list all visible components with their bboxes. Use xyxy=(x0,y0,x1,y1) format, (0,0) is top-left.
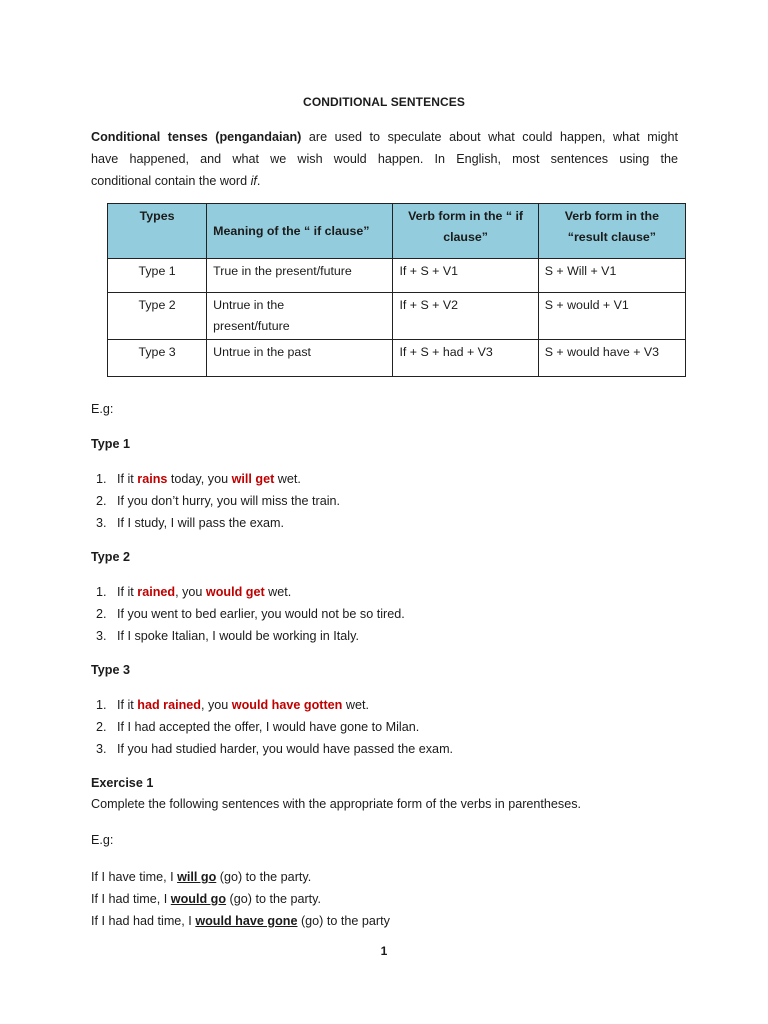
example-answer: would have gone xyxy=(195,914,298,928)
row-result-form: S + would + V1 xyxy=(538,293,685,340)
type3-heading: Type 3 xyxy=(91,663,130,677)
header-verb-result xyxy=(538,204,685,259)
exercise-examples xyxy=(91,866,390,932)
row-meaning-line-1: Untrue in the xyxy=(213,298,285,312)
row-type: Type 2 xyxy=(108,293,207,340)
intro-italic-if: if xyxy=(250,174,257,188)
row-meaning: Untrue in the past xyxy=(207,340,393,377)
type2-heading: Type 2 xyxy=(91,550,130,564)
row-result-form: S + would have + V3 xyxy=(538,340,685,377)
eg-label: E.g: xyxy=(91,402,114,416)
table-row xyxy=(108,259,686,293)
example-text: If I had had time, I xyxy=(91,914,196,928)
list-text: If you had studied harder, you would have passed the exam. xyxy=(117,742,454,756)
row-if-form: If + S + V1 xyxy=(393,259,538,293)
list-text: If I study, I will pass the exam. xyxy=(117,516,285,530)
list-text: If I had accepted the offer, I would have gone to Milan. xyxy=(117,720,420,734)
list-item xyxy=(96,581,405,603)
type2-list xyxy=(96,581,405,647)
example-line xyxy=(91,866,390,888)
list-item xyxy=(96,716,453,738)
highlight-verb: would have gotten xyxy=(231,698,343,712)
header-verb-result-line-1: Verb form in the xyxy=(564,209,660,223)
list-text: If I spoke Italian, I would be working in Italy. xyxy=(117,629,359,643)
list-number: 3. xyxy=(96,629,107,643)
header-types-text: Types xyxy=(139,209,175,223)
row-if-form: If + S + V2 xyxy=(393,293,538,340)
exercise-eg-label: E.g: xyxy=(91,833,114,847)
list-item xyxy=(96,625,405,647)
list-item xyxy=(96,468,340,490)
list-item xyxy=(96,512,340,534)
list-number: 2. xyxy=(96,720,107,734)
highlight-verb: would get xyxy=(205,585,265,599)
intro-line-3-post: . xyxy=(256,174,261,188)
list-item xyxy=(96,738,453,760)
header-verb-if-line-1: Verb form in the “ if xyxy=(408,209,524,223)
example-answer: will go xyxy=(177,870,217,884)
list-number: 1. xyxy=(96,698,107,712)
list-number: 1. xyxy=(96,472,107,486)
table-header-row xyxy=(108,204,686,259)
table-row xyxy=(108,340,686,377)
list-number: 2. xyxy=(96,607,107,621)
example-text: (go) to the party. xyxy=(226,892,322,906)
highlight-verb: rained xyxy=(137,585,176,599)
list-text: If it xyxy=(117,698,138,712)
list-text: If it xyxy=(117,585,138,599)
conditional-table xyxy=(107,203,686,377)
intro-line-3 xyxy=(91,170,678,192)
list-text: If you went to bed earlier, you would not be so tired. xyxy=(117,607,405,621)
row-meaning-line-2: present/future xyxy=(213,319,290,333)
intro-line-1 xyxy=(91,126,678,148)
example-text: (go) to the party xyxy=(297,914,390,928)
page-title: CONDITIONAL SENTENCES xyxy=(303,95,465,109)
type1-list xyxy=(96,468,340,534)
example-line xyxy=(91,888,390,910)
row-type: Type 3 xyxy=(108,340,207,377)
highlight-verb: had rained xyxy=(137,698,201,712)
header-meaning xyxy=(207,204,393,259)
row-if-form: If + S + had + V3 xyxy=(393,340,538,377)
exercise-instruction: Complete the following sentences with the appropriate form of the verbs in parentheses. xyxy=(91,797,582,811)
intro-bold-term: Conditional tenses (pengandaian) xyxy=(91,130,302,144)
type1-heading: Type 1 xyxy=(91,437,130,451)
list-number: 1. xyxy=(96,585,107,599)
row-meaning: True in the present/future xyxy=(207,259,393,293)
example-text: If I had time, I xyxy=(91,892,171,906)
table-row xyxy=(108,293,686,340)
list-item xyxy=(96,694,453,716)
row-meaning xyxy=(207,293,393,340)
example-answer: would go xyxy=(170,892,227,906)
exercise-heading: Exercise 1 xyxy=(91,776,154,790)
list-number: 3. xyxy=(96,516,107,530)
row-result-form: S + Will + V1 xyxy=(538,259,685,293)
page-number: 1 xyxy=(380,944,388,958)
list-text: today, you xyxy=(167,472,232,486)
intro-paragraph xyxy=(91,126,678,192)
list-number: 2. xyxy=(96,494,107,508)
intro-line-3-pre: conditional contain the word xyxy=(91,174,251,188)
intro-line-1-rest: are used to speculate about what could happen, what might xyxy=(301,130,679,144)
list-text: If you don’t hurry, you will miss the train. xyxy=(117,494,341,508)
example-text: (go) to the party. xyxy=(216,870,312,884)
list-text: , you xyxy=(200,698,232,712)
example-line xyxy=(91,910,390,932)
intro-line-2: have happened, and what we wish would happen. In English, most sentences using the xyxy=(91,152,678,166)
example-text: If I have time, I xyxy=(91,870,178,884)
list-text: If it xyxy=(117,472,138,486)
list-number: 3. xyxy=(96,742,107,756)
header-verb-if xyxy=(393,204,538,259)
type3-list xyxy=(96,694,453,760)
highlight-verb: rains xyxy=(137,472,168,486)
header-types xyxy=(108,204,207,259)
list-text: wet. xyxy=(264,585,292,599)
list-text: , you xyxy=(175,585,206,599)
list-item xyxy=(96,603,405,625)
header-verb-result-line-2: “result clause” xyxy=(567,230,656,244)
header-meaning-text: Meaning of the “ if clause” xyxy=(213,223,370,238)
header-verb-if-line-2: clause” xyxy=(443,230,488,244)
list-item xyxy=(96,490,340,512)
highlight-verb: will get xyxy=(231,472,275,486)
list-text: wet. xyxy=(274,472,301,486)
row-type: Type 1 xyxy=(108,259,207,293)
list-text: wet. xyxy=(342,698,369,712)
